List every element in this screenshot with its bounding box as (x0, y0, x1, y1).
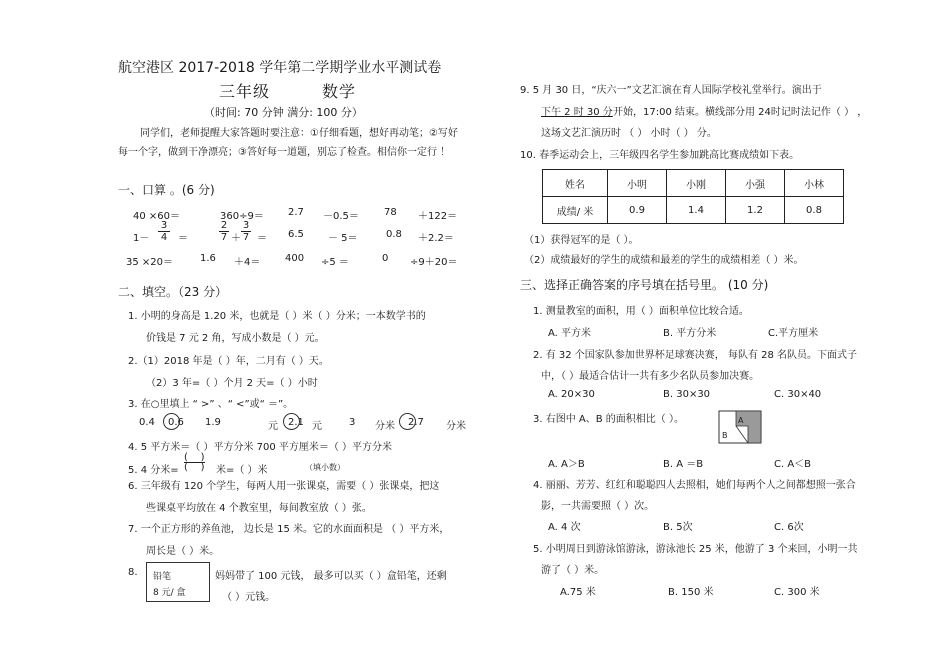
price-tag-price: 8 元/ 盒 (153, 588, 186, 598)
section1-heading: 一、口算 。(6 分) (118, 183, 215, 197)
question-text: （2）3 年=（ ）个月 2 天=（ ）小时 (146, 378, 318, 389)
question-number: 8. (128, 567, 138, 578)
table-header-cell: 小刚 (667, 170, 726, 197)
fraction-numerator: 3 (160, 220, 168, 231)
exam-title: 航空港区 2017-2018 学年第二学期学业水平测试卷 (118, 60, 442, 76)
question-text: 价钱是 7 元 2 角，写成小数是（ ）元。 (146, 333, 325, 344)
question-text: 米=（ ）米 (216, 465, 268, 476)
question-text: （ ）元钱。 (222, 592, 276, 603)
question-text: 游了（ ）米。 (541, 565, 605, 576)
oral-calc-item: ＋4＝ (234, 257, 261, 268)
plus-sign: ＋ (231, 233, 241, 244)
question-text: 9. 5 月 30 日，“庆六一”文艺汇演在育人国际学校礼堂举行。演出于 (520, 85, 822, 96)
choice-option[interactable]: A. 平方米 (548, 328, 592, 339)
table-header-cell: 小强 (726, 170, 785, 197)
compare-item: 2.1 (288, 417, 304, 428)
compare-item: 1.9 (205, 417, 221, 428)
compare-item: 2.7 (408, 417, 424, 428)
choice-option[interactable]: C. 6次 (774, 522, 804, 533)
choice-option[interactable]: C. 30×40 (774, 389, 822, 400)
compare-unit: 元 (268, 421, 278, 432)
grade-label: 三年级 (219, 82, 271, 101)
question-text: 2.（1）2018 年是（ ）年，二月有（ ）天。 (128, 356, 329, 367)
intro-line-1: 同学们，老师提醒大家答题时要注意：①仔细看题，想好再动笔；②写好 (140, 128, 458, 139)
compare-unit: 分米 (375, 421, 395, 432)
price-tag-box (146, 562, 210, 602)
choice-option[interactable]: C.平方厘米 (768, 328, 819, 339)
equals-sign: ＝ (178, 233, 188, 244)
oral-calc-item: ÷9＋20＝ (410, 257, 458, 268)
question-text: 3. 右图中 A、B 的面积相比（ ）。 (533, 414, 684, 425)
table-header-cell: 姓名 (543, 170, 608, 197)
table-cell: 1.2 (726, 197, 785, 224)
high-jump-table (542, 169, 844, 224)
area-comparison-figure (718, 410, 762, 444)
oral-calc-item: －0.5＝ (323, 211, 359, 222)
question-text: 影，一共需要照（ ）次。 (541, 501, 655, 512)
fraction (240, 220, 252, 243)
fraction-numerator: 3 (242, 220, 250, 231)
question-text: 4. 5 平方米＝（ ）平方分米 700 平方厘米＝（ ）平方分米 (128, 442, 393, 453)
oral-calc-item: 78 (384, 207, 397, 218)
table-cell: 成绩/ 米 (543, 197, 608, 224)
fraction-denominator: 7 (242, 232, 250, 243)
question-text: 1. 测量教室的面积，用（ ）面积单位比较合适。 (533, 306, 749, 317)
question-text: 5. 4 分米= (128, 465, 179, 476)
equals-sign: ＝ (257, 233, 267, 244)
fraction-denominator: 7 (220, 232, 228, 243)
intro-line-2: 每一个字，做到干净漂亮；③答好每一道题，别忘了检查。相信你一定行 ！ (118, 147, 451, 158)
question-text: （1）获得冠军的是（ ）。 (524, 235, 639, 246)
choice-option[interactable]: A. 20×30 (548, 389, 595, 400)
question-text: 周长是（ ）米。 (146, 546, 220, 557)
question-text: 妈妈带了 100 元钱， 最多可以买（ ）盒铅笔，还剩 (215, 571, 447, 582)
choice-option[interactable]: B. 5次 (663, 522, 693, 533)
oral-calc-item: 40 ×60＝ (133, 211, 181, 222)
question-text: 7. 一个正方形的养鱼池， 边长是 15 米。它的水面面积是 （ ）平方米， (128, 524, 450, 535)
compare-unit: 元 (312, 421, 322, 432)
oral-calc-item: 1.6 (200, 253, 216, 264)
choice-option[interactable]: C. 300 米 (774, 587, 820, 598)
table-cell: 0.9 (608, 197, 667, 224)
question-text: 这场文艺汇演历时 （ ） 小时（ ） 分。 (541, 128, 717, 139)
fraction-denominator: 4 (160, 232, 168, 243)
compare-unit: 分米 (446, 421, 466, 432)
fraction-numerator: 2 (220, 220, 228, 231)
choice-option[interactable]: B. 平方分米 (663, 328, 717, 339)
choice-option[interactable]: A. 4 次 (548, 522, 581, 533)
oral-calc-item: 1－ (133, 233, 150, 244)
figure-label-b: B (722, 431, 728, 440)
choice-option[interactable]: A. A＞B (548, 459, 585, 470)
question-text: 1. 小明的身高是 1.20 米，也就是（ ）米（ ）分米；一本数学书的 (128, 311, 426, 322)
time-info: （时间: 70 分钟 满分: 100 分） (204, 106, 363, 119)
fraction (218, 220, 230, 243)
compare-item: 0.6 (168, 417, 184, 428)
oral-calc-item: 360÷9＝ (220, 211, 264, 222)
choice-option[interactable]: B. 30×30 (663, 389, 711, 400)
price-tag-item: 铅笔 (153, 572, 172, 582)
question-text: 开始，17:00 结束。横线部分用 24时记时法记作（ ） ， (613, 107, 868, 118)
question-note: （填小数） (305, 463, 345, 472)
table-cell: 0.8 (785, 197, 844, 224)
fraction-blank[interactable]: ( ) ( ) (184, 452, 205, 473)
table-cell: 1.4 (667, 197, 726, 224)
choice-option[interactable]: A.75 米 (560, 587, 596, 598)
choice-option[interactable]: C. A＜B (774, 459, 812, 470)
compare-item: 0.4 (139, 417, 155, 428)
oral-calc-item: 0 (382, 253, 389, 264)
question-text: 10. 春季运动会上，三年级四名学生参加跳高比赛成绩如下表。 (520, 150, 800, 161)
oral-calc-item: ÷5 ＝ (321, 257, 349, 268)
compare-item: 3 (349, 417, 356, 428)
question-text: 些课桌平均放在 4 个教室里，每间教室放（ ）张。 (146, 503, 372, 514)
question-text: 6. 三年级有 120 个学生，每两人用一张课桌，需要（ ）张课桌，把这 (128, 481, 440, 492)
subject-label: 数学 (322, 82, 357, 101)
oral-calc-item: ＋2.2＝ (418, 233, 454, 244)
question-text: （2）成绩最好的学生的成绩和最差的学生的成绩相差（ ）米。 (524, 255, 804, 266)
section2-heading: 二、填空。（23 分） (118, 285, 228, 299)
choice-option[interactable]: B. A ＝B (663, 459, 704, 470)
oral-calc-item: ＋122＝ (418, 211, 458, 222)
question-text: 4. 丽丽、芳芳、红红和聪聪四人去照相，她们每两个人之间都想照一张合 (533, 480, 856, 491)
choice-option[interactable]: B. 150 米 (668, 587, 714, 598)
oral-calc-item: 0.8 (386, 229, 402, 240)
fraction (157, 220, 171, 243)
section3-heading: 三、选择正确答案的序号填在括号里。 (10 分) (520, 278, 769, 292)
question-text: 5. 小明周日到游泳馆游泳，游泳池长 25 米，他游了 3 个来回，小明一共 (533, 544, 858, 555)
figure-label-a: A (738, 416, 744, 425)
oral-calc-item: 400 (285, 253, 305, 264)
question-text: 2. 有 32 个国家队参加世界杯足球赛决赛， 每队有 28 名队员。下面式子 (533, 350, 858, 361)
table-header-cell: 小明 (608, 170, 667, 197)
table-header-row (543, 170, 844, 197)
table-row (543, 197, 844, 224)
underlined-time: 下午 2 时 30 分 (541, 107, 613, 118)
oral-calc-item: 35 ×20＝ (126, 257, 174, 268)
oral-calc-item: － 5＝ (328, 233, 358, 244)
oral-calc-item: 2.7 (288, 207, 304, 218)
oral-calc-item: 6.5 (288, 229, 304, 240)
question-text: 3. 在○里填上 “ >” 、“ <”或“ ＝”。 (128, 399, 294, 410)
question-text: 中，（ ）最适合估计一共有多少名队员参加决赛。 (541, 371, 760, 382)
table-header-cell: 小林 (785, 170, 844, 197)
